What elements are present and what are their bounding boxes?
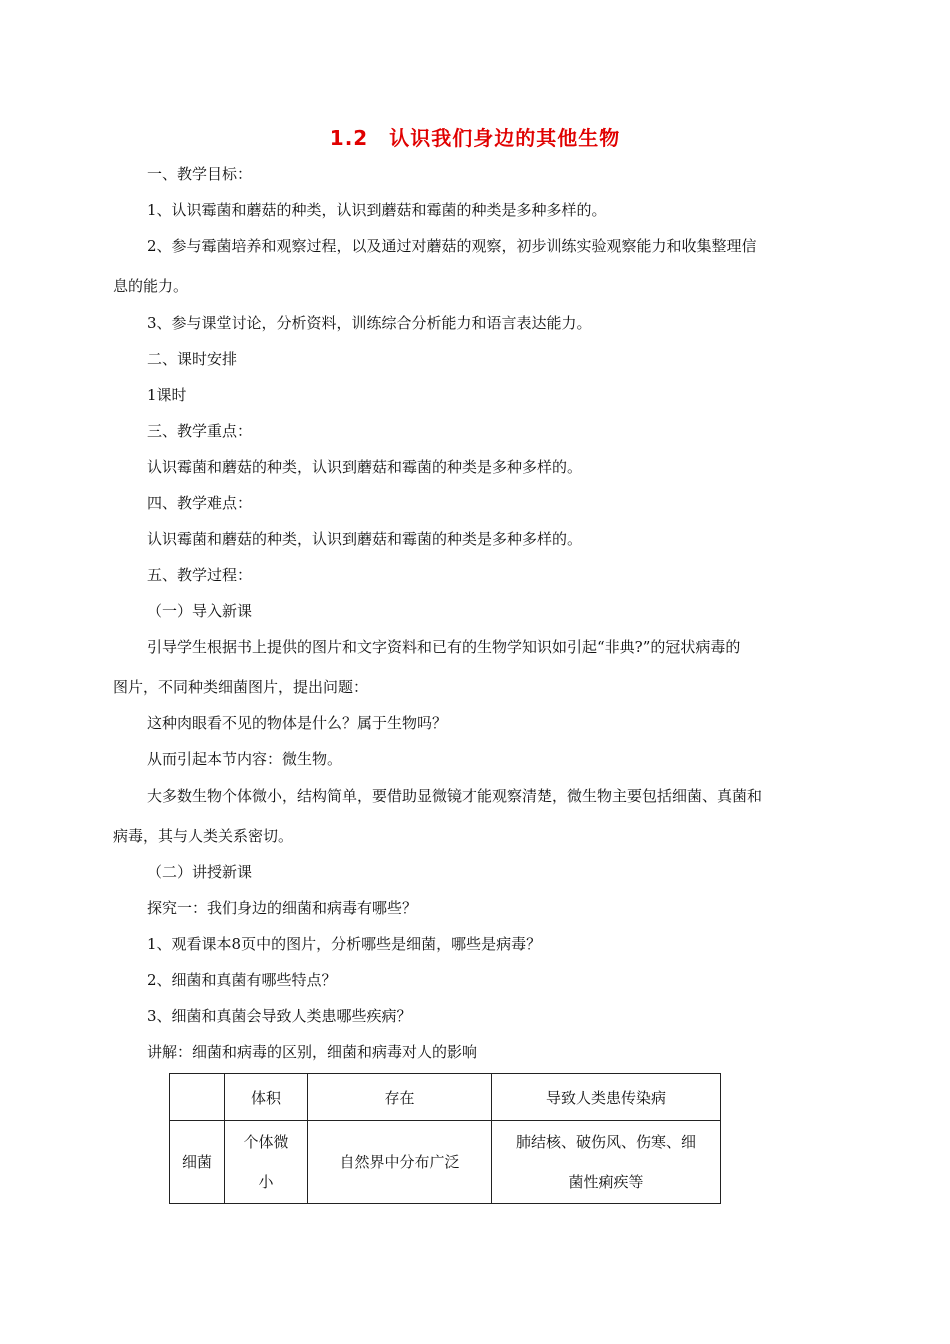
table-header-cell: 体积 bbox=[225, 1074, 308, 1121]
table-cell: 自然界中分布广泛 bbox=[308, 1121, 492, 1204]
subsection-heading: （一）导入新课 bbox=[147, 602, 253, 620]
paragraph: 大多数生物个体微小，结构简单，要借助显微镜才能观察清楚，微生物主要包括细菌、真菌和 bbox=[147, 787, 763, 805]
paragraph: 引导学生根据书上提供的图片和文字资料和已有的生物学知识如引起“非典?”的冠状病毒的 bbox=[147, 638, 741, 656]
paragraph: 1课时 bbox=[147, 386, 187, 404]
paragraph: 2、细菌和真菌有哪些特点？ bbox=[147, 971, 337, 989]
table-cell: 细菌 bbox=[170, 1121, 225, 1204]
table-header-row bbox=[170, 1074, 721, 1121]
document-title: 1.2 认识我们身边的其他生物 bbox=[329, 126, 621, 150]
table-header-cell: 存在 bbox=[308, 1074, 492, 1121]
table-cell bbox=[225, 1121, 308, 1204]
paragraph: 这种肉眼看不见的物体是什么？属于生物吗？ bbox=[147, 714, 448, 732]
paragraph: 认识霉菌和蘑菇的种类，认识到蘑菇和霉菌的种类是多种多样的。 bbox=[147, 530, 583, 548]
table-header-cell: 导致人类患传染病 bbox=[492, 1074, 721, 1121]
paragraph-continuation: 息的能力。 bbox=[113, 277, 189, 295]
cell-text: 菌性痢疾等 bbox=[568, 1173, 644, 1191]
table-header-cell bbox=[170, 1074, 225, 1121]
paragraph-continuation: 图片，不同种类细菌图片，提出问题： bbox=[113, 678, 369, 696]
table-row bbox=[170, 1121, 721, 1204]
cell-text: 肺结核、破伤风、伤寒、细 bbox=[515, 1133, 696, 1151]
subsection-heading: （二）讲授新课 bbox=[147, 863, 253, 881]
section-heading-difficulty: 四、教学难点： bbox=[147, 494, 253, 512]
section-heading-goals: 一、教学目标： bbox=[147, 165, 253, 183]
section-heading-focus: 三、教学重点： bbox=[147, 422, 253, 440]
paragraph: 讲解：细菌和病毒的区别，细菌和病毒对人的影响 bbox=[147, 1043, 478, 1061]
paragraph: 2、参与霉菌培养和观察过程，以及通过对蘑菇的观察，初步训练实验观察能力和收集整理信 bbox=[147, 237, 757, 255]
paragraph: 3、细菌和真菌会导致人类患哪些疾病？ bbox=[147, 1007, 412, 1025]
paragraph: 3、参与课堂讨论，分析资料，训练综合分析能力和语言表达能力。 bbox=[147, 314, 592, 332]
comparison-table bbox=[169, 1073, 721, 1204]
section-heading-schedule: 二、课时安排 bbox=[147, 350, 238, 368]
paragraph: 认识霉菌和蘑菇的种类，认识到蘑菇和霉菌的种类是多种多样的。 bbox=[147, 458, 583, 476]
section-heading-process: 五、教学过程： bbox=[147, 566, 253, 584]
paragraph: 从而引起本节内容：微生物。 bbox=[147, 750, 343, 768]
cell-text: 小 bbox=[258, 1173, 274, 1191]
cell-text: 个体微 bbox=[243, 1133, 289, 1151]
paragraph-continuation: 病毒，其与人类关系密切。 bbox=[113, 827, 294, 845]
paragraph: 探究一：我们身边的细菌和病毒有哪些？ bbox=[147, 899, 418, 917]
paragraph: 1、认识霉菌和蘑菇的种类，认识到蘑菇和霉菌的种类是多种多样的。 bbox=[147, 201, 607, 219]
table-cell bbox=[492, 1121, 721, 1204]
paragraph: 1、观看课本8页中的图片，分析哪些是细菌，哪些是病毒？ bbox=[147, 935, 542, 953]
